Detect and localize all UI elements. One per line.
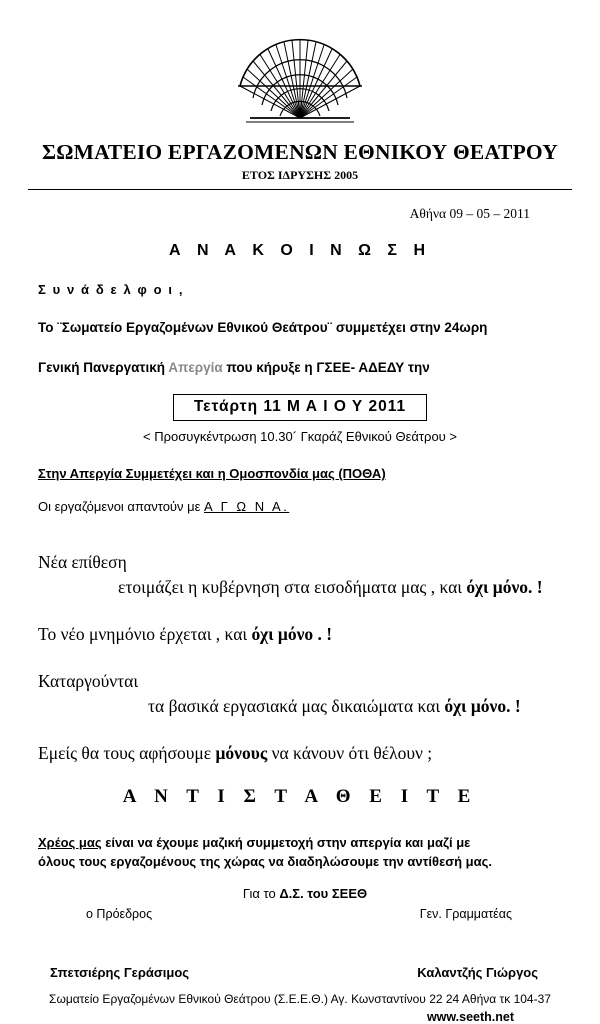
duty-line2: όλους τους εργαζομένους της χώρας να διαδηλώσουμε την αντίθεσή μας.: [38, 853, 492, 869]
paragraph2-part3: που κήρυξε η ΓΣΕΕ- ΑΔΕΔΥ την: [222, 359, 430, 375]
new-attack-line1: Νέα επίθεση: [38, 552, 127, 573]
salutation: Σ υ ν ά δ ε λ φ ο ι ,: [38, 282, 185, 297]
name-president: Σπετσιέρης Γεράσιμος: [50, 964, 190, 980]
duty-underlined: Χρέος μας: [38, 835, 102, 851]
board-for-line: [28, 886, 572, 901]
duty-paragraph: [28, 834, 572, 872]
body-abolished-rights: [28, 671, 572, 717]
theatre-fan-logo: [220, 26, 380, 134]
let-them-bold: μόνους: [215, 743, 268, 764]
abolished-line2-bold: όχι μόνο. !: [444, 696, 521, 717]
new-attack-line2-plain: ετοιμάζει η κυβέρνηση στα εισοδήματα μας , και: [118, 577, 467, 598]
resist-heading: Α Ν Τ Ι Σ Τ Α Θ Ε Ι Τ Ε: [122, 786, 478, 808]
duty-rest-line1: είναι να έχουμε μαζική συμμετοχή στην απεργία και μαζί με: [101, 835, 471, 851]
signature-roles: [28, 907, 572, 921]
new-attack-line2-bold: όχι μόνο. !: [466, 577, 543, 598]
role-president: ο Πρόεδρος: [86, 906, 153, 921]
new-attack-line2: [38, 577, 572, 598]
organization-title: ΣΩΜΑΤΕΙΟ ΕΡΓΑΖΟΜΕΝΩΝ ΕΘΝΙΚΟΥ ΘΕΑΤΡΟΥ: [41, 140, 559, 164]
let-them-pre: Εμείς θα τους αφήσουμε: [38, 743, 216, 764]
signature-names: [28, 965, 572, 980]
abolished-line2-plain: τα βασικά εργασιακά μας δικαιώματα και: [148, 696, 445, 717]
paragraph2-part1: Γενική Πανεργατική: [38, 359, 169, 375]
paragraph1-part3: συμμετέχει στην 24ωρη: [332, 320, 488, 335]
body-will-we-let-them: [28, 743, 572, 764]
name-secretary: Καλαντζής Γιώργος: [417, 964, 538, 980]
footer-address: Σωματείο Εργαζομένων Εθνικού Θεάτρου (Σ.Ε.Ε.Θ.) Αγ. Κωνσταντίνου 22 24 Αθήνα τκ 104-37: [49, 991, 551, 1006]
body-new-attack: [28, 552, 572, 598]
paragraph1-union-name: ¨Σωματείο Εργαζομένων Εθνικού Θεάτρου¨: [57, 320, 333, 335]
memorandum-plain: Το νέο μνημόνιο έρχεται , και: [38, 624, 252, 645]
strike-date-box: Τετάρτη 11 Μ Α Ι Ο Υ 2011: [173, 394, 427, 421]
role-secretary: Γεν. Γραμματέας: [419, 906, 512, 921]
abolished-line1: Καταργούνται: [38, 671, 139, 692]
header-divider: [28, 189, 572, 190]
workers-answer-line: [28, 499, 572, 514]
paragraph2-strike-word: Απεργία: [168, 359, 223, 375]
paragraph-general-strike: [28, 359, 572, 377]
announcement-heading: Α Ν Α Κ Ο Ι Ν Ω Σ Η: [168, 242, 432, 259]
meeting-point-line: < Προσυγκέντρωση 10.30´ Γκαράζ Εθνικού Θεάτρου >: [142, 429, 457, 445]
abolished-line2: [38, 696, 572, 717]
body-new-memorandum: [28, 624, 572, 645]
organization-founding-year: ΕΤΟΣ ΙΔΡΥΣΗΣ 2005: [241, 168, 359, 182]
answer-emphasis: Α Γ Ω Ν Α.: [204, 499, 290, 515]
logo-container: [28, 0, 572, 134]
answer-part1: Οι εργαζόμενοι απαντούν με: [38, 499, 205, 515]
federation-participation-line: Στην Απεργία Συμμετέχει και η Ομοσπονδία μας (ΠΟΘΑ): [38, 466, 386, 482]
board-for-prefix: Για το: [242, 885, 280, 901]
board-for-bold: Δ.Σ. του ΣΕΕΘ: [279, 885, 368, 901]
footer-website[interactable]: www.seeth.net: [426, 1009, 514, 1024]
let-them-post: να κάνουν ότι θέλουν ;: [267, 743, 433, 764]
memorandum-bold: όχι μόνο . !: [251, 624, 333, 645]
date-line: Αθήνα 09 – 05 – 2011: [409, 206, 530, 221]
paragraph-participation: [28, 319, 572, 337]
paragraph1-part1: Το: [38, 320, 58, 335]
